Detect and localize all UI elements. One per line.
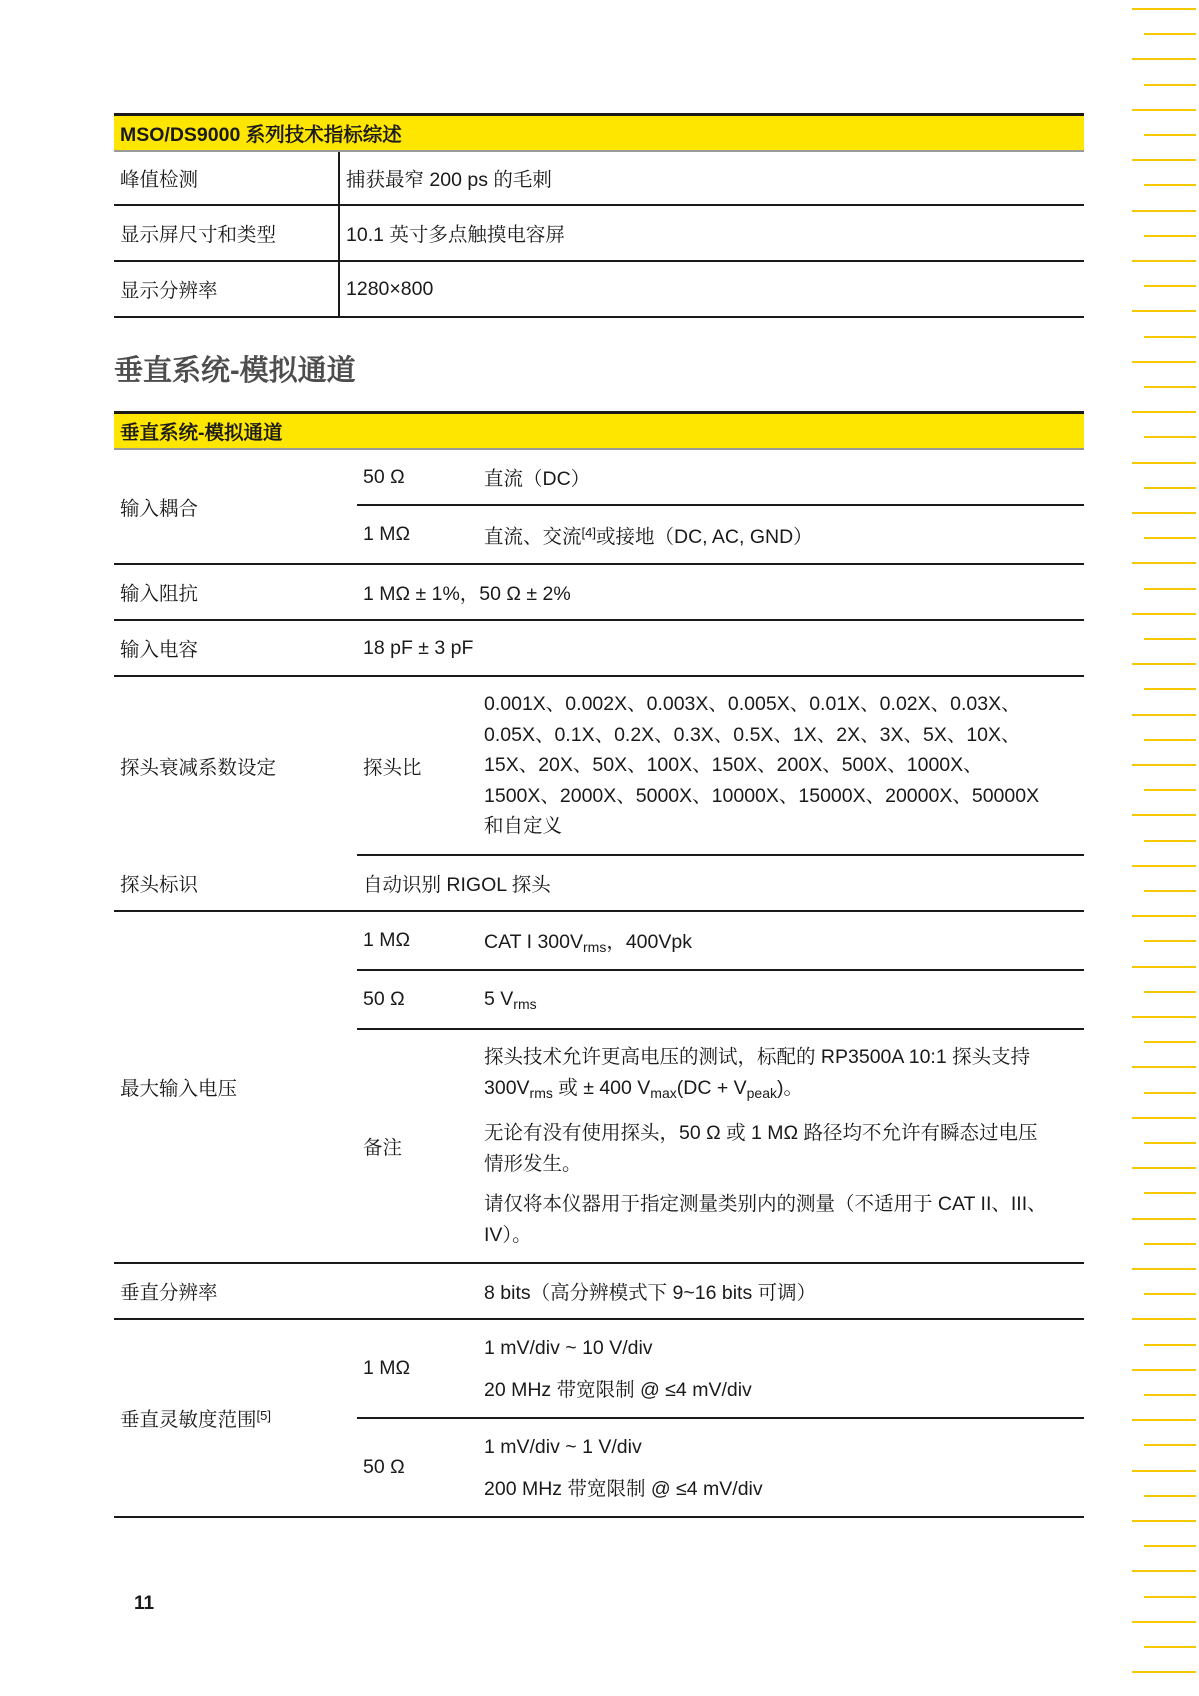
- vertical-system-table: [114, 411, 1084, 1518]
- row-value: 直流、交流[4]或接地（DC, AC, GND）: [478, 505, 1084, 564]
- stripe: [1144, 336, 1196, 338]
- row-value: 10.1 英寸多点触摸电容屏: [339, 205, 1084, 261]
- stripe: [1132, 663, 1196, 665]
- row-value: 捕获最窄 200 ps 的毛刺: [339, 151, 1084, 205]
- stripe: [1132, 1016, 1196, 1018]
- stripe: [1144, 386, 1196, 388]
- stripe: [1132, 260, 1196, 262]
- row-label: 垂直分辨率: [114, 1263, 357, 1319]
- stripe: [1132, 1167, 1196, 1169]
- row-value: 1280×800: [339, 261, 1084, 317]
- stripe: [1132, 966, 1196, 968]
- sub-label: 1 MΩ: [357, 1319, 478, 1418]
- stripe: [1132, 1570, 1196, 1572]
- stripe: [1132, 1621, 1196, 1623]
- stripe: [1144, 1142, 1196, 1144]
- stripe: [1132, 1318, 1196, 1320]
- stripe: [1144, 638, 1196, 640]
- stripe: [1132, 613, 1196, 615]
- stripe: [1132, 109, 1196, 111]
- stripe: [1144, 1596, 1196, 1598]
- stripe: [1144, 789, 1196, 791]
- sub-label: 1 MΩ: [357, 911, 478, 970]
- row-label: 显示分辨率: [114, 261, 339, 317]
- row-value: 直流（DC）: [478, 449, 1084, 505]
- table-header: 垂直系统-模拟通道: [114, 413, 1084, 450]
- sub-label: 备注: [357, 1029, 478, 1263]
- stripe: [1132, 1520, 1196, 1522]
- row-label: 峰值检测: [114, 151, 339, 205]
- row-label: 显示屏尺寸和类型: [114, 205, 339, 261]
- stripe: [1132, 562, 1196, 564]
- stripe: [1132, 1066, 1196, 1068]
- stripe: [1132, 865, 1196, 867]
- table-row: [114, 449, 1084, 505]
- row-value: 1 mV/div ~ 1 V/div 200 MHz 带宽限制 @ ≤4 mV/div: [478, 1418, 1084, 1517]
- decorative-stripes: [1130, 0, 1199, 1696]
- stripe: [1132, 1671, 1196, 1673]
- stripe: [1144, 688, 1196, 690]
- table-header: MSO/DS9000 系列技术指标综述: [114, 115, 1084, 152]
- stripe: [1132, 210, 1196, 212]
- sub-label: 50 Ω: [357, 1418, 478, 1517]
- stripe: [1132, 1369, 1196, 1371]
- stripe: [1144, 1243, 1196, 1245]
- stripe: [1132, 1470, 1196, 1472]
- stripe: [1144, 436, 1196, 438]
- sub-label: 50 Ω: [357, 970, 478, 1029]
- table-row: [114, 1319, 1084, 1418]
- stripe: [1144, 235, 1196, 237]
- stripe: [1132, 462, 1196, 464]
- table-row: [114, 855, 1084, 911]
- stripe: [1132, 915, 1196, 917]
- stripe: [1144, 1394, 1196, 1396]
- row-value: [478, 1029, 1084, 1263]
- stripe: [1132, 512, 1196, 514]
- sub-label: 探头比: [357, 676, 478, 855]
- row-value: CAT I $300V_{rms}$，400Vpk: [478, 911, 1084, 970]
- table-row: [114, 564, 1084, 620]
- table-row: [114, 261, 1084, 317]
- stripe: [1144, 940, 1196, 942]
- stripe: [1144, 1495, 1196, 1497]
- row-label: 探头衰减系数设定: [120, 757, 277, 779]
- row-label: 输入阻抗: [114, 564, 357, 620]
- row-value: 1 MΩ ± 1%，50 Ω ± 2%: [357, 564, 1084, 620]
- row-value: 自动识别 RIGOL 探头: [357, 855, 1084, 911]
- table-row: [114, 1263, 1084, 1319]
- stripe: [1144, 1344, 1196, 1346]
- row-value: 1 mV/div ~ 10 V/div 20 MHz 带宽限制 @ ≤4 mV/div: [478, 1319, 1084, 1418]
- stripe: [1144, 588, 1196, 590]
- spec-summary-table: [114, 113, 1084, 318]
- stripe: [1132, 1218, 1196, 1220]
- stripe: [1144, 1192, 1196, 1194]
- stripe: [1144, 487, 1196, 489]
- table-row: [114, 620, 1084, 676]
- stripe: [1144, 840, 1196, 842]
- stripe: [1132, 714, 1196, 716]
- table-row: [114, 676, 1084, 855]
- note-paragraph: 无论有没有使用探头，50 Ω 或 1 MΩ 路径均不允许有瞬态过电压 情形发生。: [484, 1122, 1038, 1175]
- table-row: [114, 151, 1084, 205]
- stripe: [1132, 8, 1196, 10]
- row-value: 5 $V_{rms}$: [478, 970, 1084, 1029]
- row-value: 0.001X、0.002X、0.003X、0.005X、0.01X、0.02X、0.03X、 0.05X、0.1X、0.2X、0.3X、0.5X、1X、2X、3X、5X、10X、 15X、20X、50X、100X、150X、200X、500X、1000X、 1500X、2000X、5000X、10000X、15000X、20000X、50000X 和自定义: [478, 676, 1084, 855]
- row-label: 最大输入电压: [114, 911, 357, 1263]
- stripe: [1144, 1092, 1196, 1094]
- stripe: [1144, 134, 1196, 136]
- row-label: 垂直灵敏度范围[5]: [114, 1319, 357, 1517]
- stripe: [1132, 814, 1196, 816]
- stripe: [1144, 184, 1196, 186]
- sub-label: 50 Ω: [357, 449, 478, 505]
- stripe: [1132, 58, 1196, 60]
- row-value: 8 bits（高分辨模式下 9~16 bits 可调）: [478, 1263, 1084, 1319]
- table-row: [114, 205, 1084, 261]
- stripe: [1132, 159, 1196, 161]
- note-paragraph: 探头技术允许更高电压的测试，标配的 RP3500A 10:1 探头支持 $300V_{rms}$ 或 ± 400 $V_{max}(DC + V_{peak})$。: [484, 1046, 1031, 1101]
- sub-label: 1 MΩ: [357, 505, 478, 564]
- stripe: [1132, 764, 1196, 766]
- footnote-ref: [4]: [581, 524, 596, 540]
- table-row: [114, 911, 1084, 970]
- stripe: [1132, 1117, 1196, 1119]
- row-label: 输入电容: [114, 620, 357, 676]
- note-paragraph: 请仅将本仪器用于指定测量类别内的测量（不适用于 CAT II、III、 IV）。: [484, 1193, 1047, 1246]
- page-number: 11: [134, 1593, 155, 1614]
- stripe: [1144, 1545, 1196, 1547]
- stripe: [1144, 1444, 1196, 1446]
- stripe: [1144, 890, 1196, 892]
- stripe: [1132, 411, 1196, 413]
- stripe: [1144, 537, 1196, 539]
- stripe: [1144, 285, 1196, 287]
- stripe: [1132, 310, 1196, 312]
- stripe: [1144, 1646, 1196, 1648]
- stripe: [1132, 361, 1196, 363]
- stripe: [1144, 1293, 1196, 1295]
- row-label: 探头标识: [114, 855, 357, 911]
- stripe: [1144, 84, 1196, 86]
- stripe: [1144, 1041, 1196, 1043]
- stripe: [1132, 1268, 1196, 1270]
- section-title: 垂直系统-模拟通道: [114, 355, 356, 387]
- stripe: [1144, 739, 1196, 741]
- stripe: [1144, 991, 1196, 993]
- stripe: [1132, 1419, 1196, 1421]
- footnote-ref: [5]: [256, 1408, 271, 1423]
- row-value: 18 pF ± 3 pF: [357, 620, 1084, 676]
- stripe: [1144, 33, 1196, 35]
- row-label: 输入耦合: [114, 449, 357, 564]
